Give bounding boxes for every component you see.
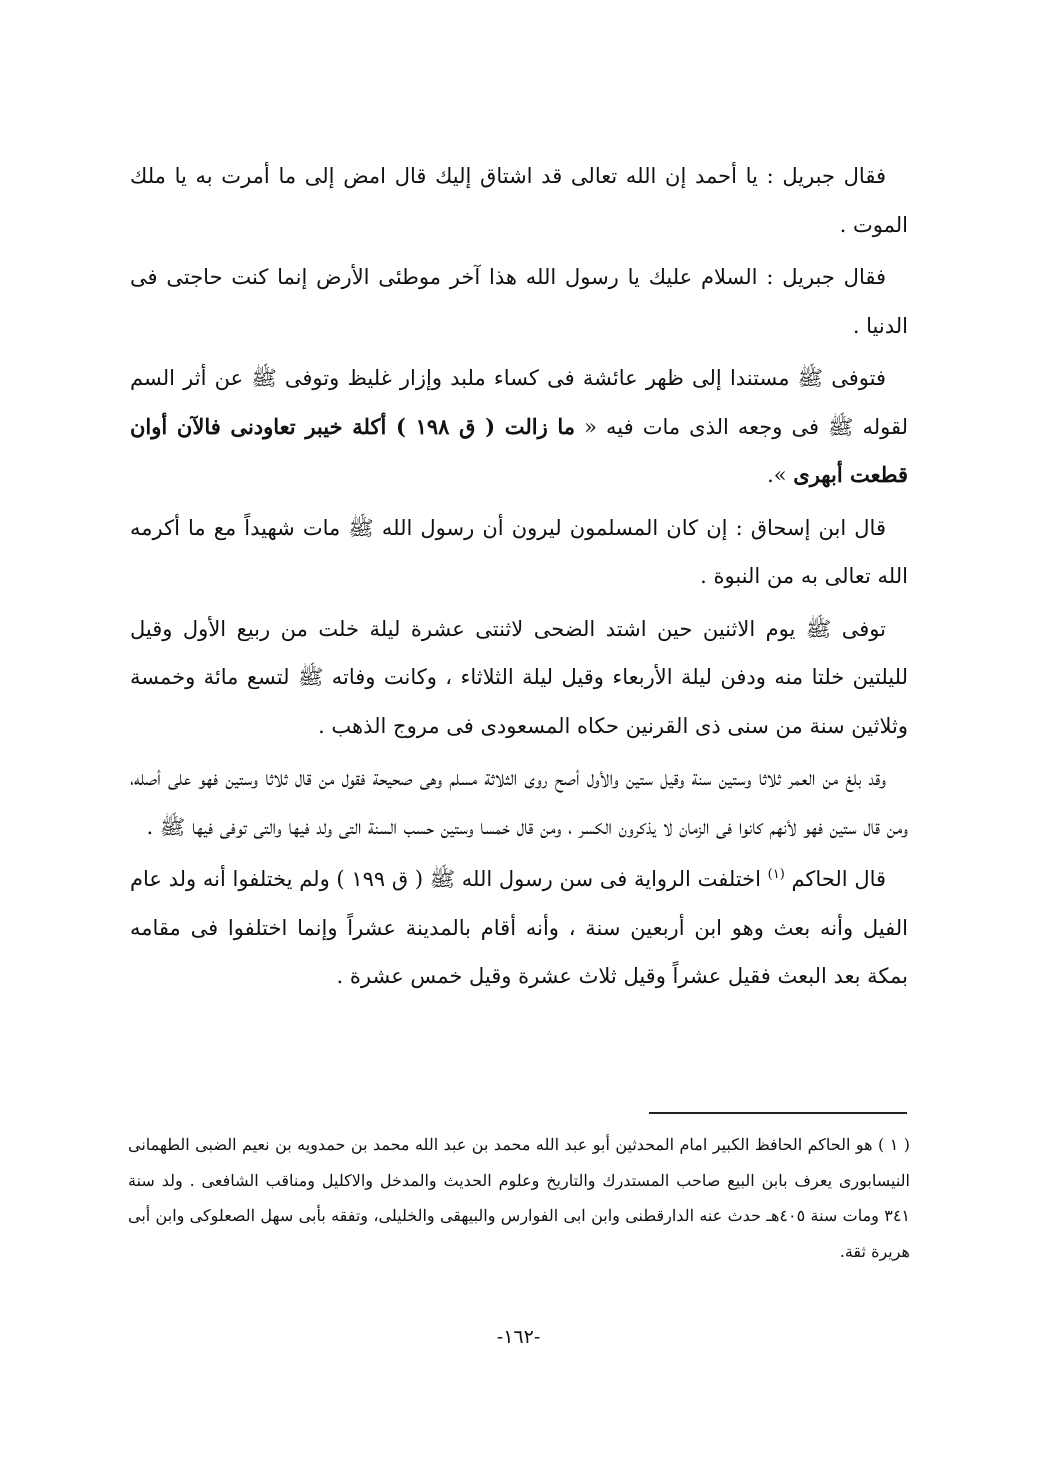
paragraph-5-text: توفى ﷺ يوم الاثنين حين اشتد الضحى لاثنتى عشرة ليلة خلت من ربيع الأول وقيل لليلتين خلتا منه ودفن ليلة الأربعاء وقيل ليلة الثلاثاء ، وكانت وفاته ﷺ لتسع مائة وخمسة وثلاثين سنة من سنى ذى القرنين حكاه المسعودى فى مروج الذهب . (130, 616, 908, 738)
paragraph-7-text-b: اختلفت الرواية فى سن رسول الله ﷺ ( ق ١٩٩ ) ولم يختلفوا أنه ولد عام الفيل وأنه بعث وهو ابن أربعين سنة ، وأنه أقام بالمدينة عشراً وإنما اختلفوا فى مقامه بمكة بعد البعث فقيل عشراً وقيل ثلاث عشرة وقيل خمس عشرة . (130, 867, 908, 988)
page-number: -١٦٢- (496, 1326, 541, 1348)
paragraph-3-text-a: فتوفى ﷺ مستندا إلى ظهر عائشة فى كساء ملبد وإزار غليظ وتوفى ﷺ عن أثر السم لقوله ﷺ فى وجعه الذى مات فيه « (130, 366, 908, 439)
paragraph-4 (130, 504, 908, 601)
footnote-reference: (١) (767, 867, 785, 882)
hadith-quote: ما زالت ( ق ١٩٨ ) أكلة خيبر تعاودنى فالآن أوان قطعت أبهرى (130, 413, 908, 487)
footnote-divider (649, 1112, 907, 1114)
paragraph-2-text: فقال جبريل : السلام عليك يا رسول الله هذا آخر موطئى الأرض إنما كنت حاجتى فى الدنيا . (130, 265, 908, 338)
paragraph-1-text: فقال جبريل : يا أحمد إن الله تعالى قد اشتاق إليك قال امض إلى ما أمرت به يا ملك الموت . (130, 164, 908, 237)
paragraph-7 (130, 855, 908, 1001)
footnote (128, 1127, 910, 1269)
paragraph-2 (130, 253, 908, 350)
paragraph-6 (130, 754, 908, 851)
paragraph-5 (130, 605, 908, 751)
paragraph-4-text: قال ابن إسحاق : إن كان المسلمون ليرون أن رسول الله ﷺ مات شهيداً مع ما أكرمه الله تعالى به من النبوة . (130, 515, 908, 588)
paragraph-3-text-b: ». (767, 463, 794, 487)
paragraph-6-text: وقد بلغ من العمر ثلاثا وستين سنة وقيل ستين والأول أصح روى الثلاثة مسلم وهى صحيحة فقول من قال ثلاثا وستين فهو على أصله، ومن قال ستين فهو لأنهم كانوا فى الزمان لا يذكرون الكسر ، ومن قال خمسا وستين حسب السنة التى ولد فيها والتى توفى فيها ﷺ . (130, 766, 908, 839)
footnote-text: ( ١ ) هو الحاكم الحافظ الكبير امام المحدثين أبو عبد الله محمد بن عبد الله محمد بن حمدويه بن نعيم الضبى الطهمانى النيسابورى يعرف بابن البيع صاحب المستدرك والتاريخ وعلوم الحديث والمدخل والاكليل ومناقب الشافعى . ولد سنة ٣٤١ ومات سنة ٤٠٥هـ حدث عنه الدارقطنى وابن ابى الفوارس والبيهقى والخليلى، وتفقه بأبى سهل الصعلوكى وابن أبى هريرة ثقة. (128, 1135, 910, 1261)
main-text (130, 152, 908, 1005)
paragraph-7-text-a: قال الحاكم (784, 867, 887, 891)
paragraph-3 (130, 354, 908, 500)
paragraph-1 (130, 152, 908, 249)
